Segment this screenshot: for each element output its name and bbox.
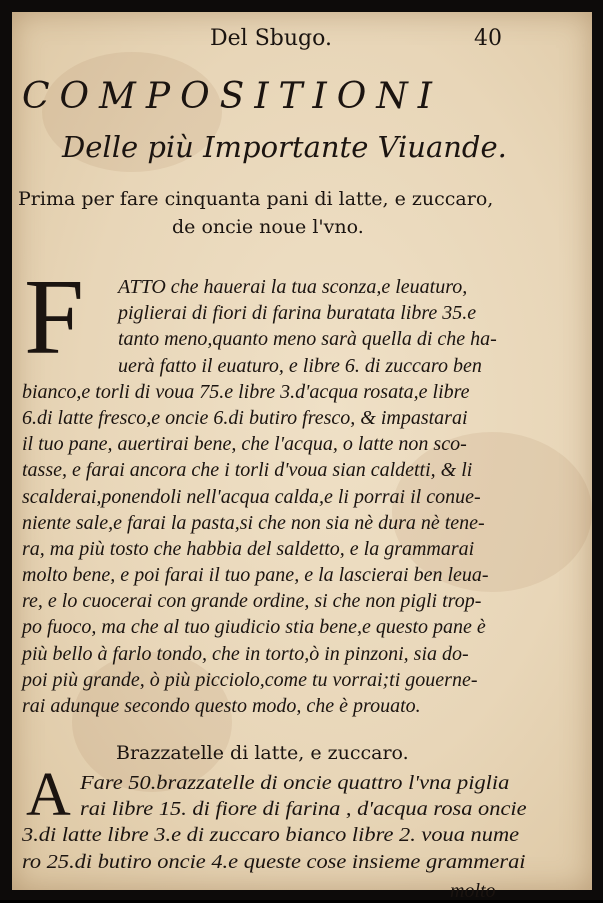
text-line: piglierai di fiori di farina buratata libre 35.e (118, 302, 477, 325)
running-head: Del Sbugo. (210, 26, 332, 51)
text-line: bianco,e torli di voua 75.e libre 3.d'acqua rosata,e libre (22, 380, 470, 403)
text-line: 3.di latte libre 3.e di zuccaro bianco libre 2. voua nume (22, 824, 520, 847)
text-line: ro 25.di butiro oncie 4.e queste cose insieme grammerai (22, 850, 526, 873)
recipe-body-2 (22, 770, 586, 875)
text-line: niente sale,e farai la pasta,si che non sia nè dura nè tene- (22, 511, 485, 534)
book-page (12, 12, 592, 902)
text-line: ra, ma più tosto che habbia del saldetto, e la grammarai (22, 537, 475, 560)
text-line: rai adunque secondo questo modo, che è prouato. (22, 695, 421, 717)
text-line: poi più grande, ò più picciolo,come tu vorrai;ti gouerne- (22, 668, 478, 691)
text-line: Fare 50.brazzatelle di oncie quattro l'vna piglia (80, 772, 510, 794)
text-line: rai libre 15. di fiore di farina , d'acqua rosa oncie (80, 798, 527, 821)
text-line: scalderai,ponendoli nell'acqua calda,e li porrai il conue- (22, 485, 481, 508)
recipe-heading-1-line-2: de oncie noue l'vno. (172, 216, 364, 238)
text-line: ATTO che hauerai la tua sconza,e leuaturo, (118, 276, 468, 298)
text-line: molto bene, e poi farai il tuo pane, e la lascierai ben leua- (22, 564, 489, 587)
drop-cap-a: A (26, 761, 71, 829)
text-line: po fuoco, ma che al tuo giudicio stia bene,e questo pane è (22, 616, 486, 639)
text-line: tasse, e farai ancora che i torli d'voua sian caldetti, & li (22, 459, 473, 482)
text-line: 6.di latte fresco,e oncie 6.di butiro fresco, & impastarai (22, 406, 468, 429)
recipe-heading-1-line-1: Prima per fare cinquanta pani di latte, e zuccaro, (18, 188, 494, 210)
page-number: 40 (474, 26, 502, 51)
text-line: re, e lo cuocerai con grande ordine, si che non pigli trop- (22, 590, 482, 613)
catchword: molto (450, 880, 496, 902)
text-line: uerà fatto il euaturo, e libre 6. di zuccaro ben (118, 354, 482, 377)
drop-cap-f: F (24, 258, 85, 377)
recipe-heading-2: Brazzatelle di latte, e zuccaro. (116, 742, 409, 764)
text-line: più bello à farlo tondo, che in torto,ò in pinzoni, sia do- (22, 642, 469, 665)
text-line: tanto meno,quanto meno sarà quella di che ha- (118, 328, 497, 351)
text-line: il tuo pane, auertirai bene, che l'acqua, o latte non sco- (22, 433, 467, 456)
page-title: COMPOSITIONI (22, 76, 443, 117)
page-subtitle: Delle più Importante Viuande. (62, 130, 507, 164)
recipe-body-1 (22, 274, 586, 719)
